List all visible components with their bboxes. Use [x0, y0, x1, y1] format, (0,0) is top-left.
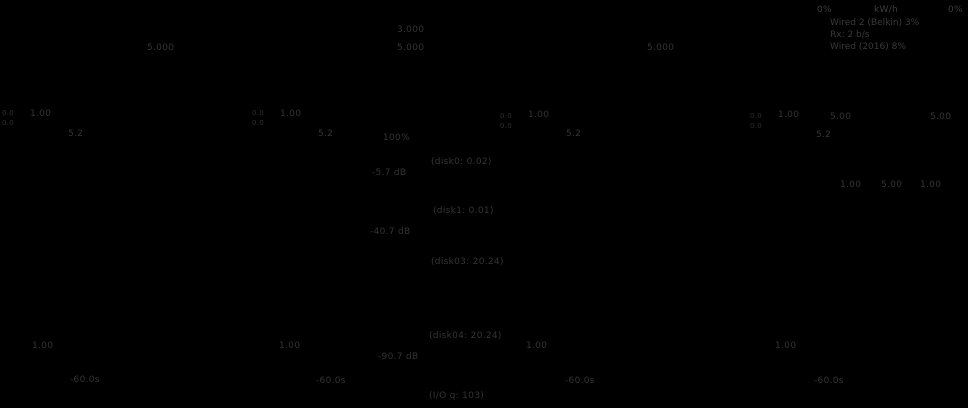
- panel3-sub-value: 5.2: [566, 129, 582, 139]
- panel2-upper-label: 3.000: [397, 25, 425, 35]
- panel1-bottom-value: 1.00: [32, 341, 54, 351]
- panel1-sub-value: 5.2: [68, 129, 84, 139]
- panel4-tick-1: 1.00: [840, 180, 862, 190]
- panel3-time-label: -60.0s: [565, 376, 595, 386]
- legend-line-3: Wired (2016) 8%: [830, 42, 906, 52]
- readout-row-1: (disk0: 0.02): [431, 157, 492, 167]
- panel4-mini-bottom: 0.0: [750, 122, 763, 130]
- panel2-sub-value: 5.2: [318, 129, 334, 139]
- panel1-mid-value: 1.00: [30, 109, 52, 119]
- readout-db-1: -5.7 dB: [372, 168, 407, 178]
- panel4-time-label: -60.0s: [814, 376, 844, 386]
- panel1-ymax-label: 5.000: [147, 43, 175, 53]
- panel4-mid-value: 1.00: [778, 110, 800, 120]
- panel3-bottom-value: 1.00: [526, 341, 548, 351]
- panel2-ymax-label: 5.000: [397, 43, 425, 53]
- legend-line-2: Rx: 2 b/s: [830, 30, 870, 40]
- panel4-tick-2: 5.00: [881, 180, 903, 190]
- panel3-mid-value: 1.00: [528, 110, 550, 120]
- readout-row-2: (disk1: 0.01): [433, 206, 494, 216]
- network-legend: [830, 17, 919, 53]
- panel4-tick-3: 1.00: [920, 180, 942, 190]
- panel1-mini-bottom: 0.0: [2, 119, 15, 127]
- panel4-sub-value: 5.2: [816, 130, 832, 140]
- panel2-mini-top: 0.0: [252, 109, 265, 117]
- panel1-time-label: -60.0s: [70, 375, 100, 385]
- readout-row-4: (disk04: 20.24): [429, 331, 502, 341]
- topright-stat-right: 0%: [948, 5, 963, 15]
- readout-row-3: (disk03: 20.24): [431, 257, 504, 267]
- panel1-mini-top: 0.0: [2, 109, 15, 117]
- panel3-ymax-label: 5.000: [647, 43, 675, 53]
- readout-db-2: -40.7 dB: [370, 227, 411, 237]
- panel3-mini-bottom: 0.0: [500, 122, 513, 130]
- readout-row-5: (I/O q: 103): [429, 391, 485, 401]
- legend-line-1: Wired 2 (Belkin) 3%: [830, 18, 920, 28]
- topright-unit-label: kW/h: [874, 5, 899, 15]
- panel4-bottom-value: 1.00: [775, 341, 797, 351]
- readout-pct-label: 100%: [383, 133, 410, 143]
- panel2-bottom-value: 1.00: [279, 341, 301, 351]
- panel4-left-max: 5.00: [830, 112, 852, 122]
- panel2-mid-value: 1.00: [280, 109, 302, 119]
- readout-db-3: -90.7 dB: [378, 352, 419, 362]
- panel2-time-label: -60.0s: [316, 376, 346, 386]
- panel4-right-max: 5.00: [930, 112, 952, 122]
- panel3-mini-top: 0.0: [500, 112, 513, 120]
- panel4-mini-top: 0.0: [750, 112, 763, 120]
- panel2-mini-bottom: 0.0: [252, 119, 265, 127]
- topright-stat-left: 0%: [817, 5, 832, 15]
